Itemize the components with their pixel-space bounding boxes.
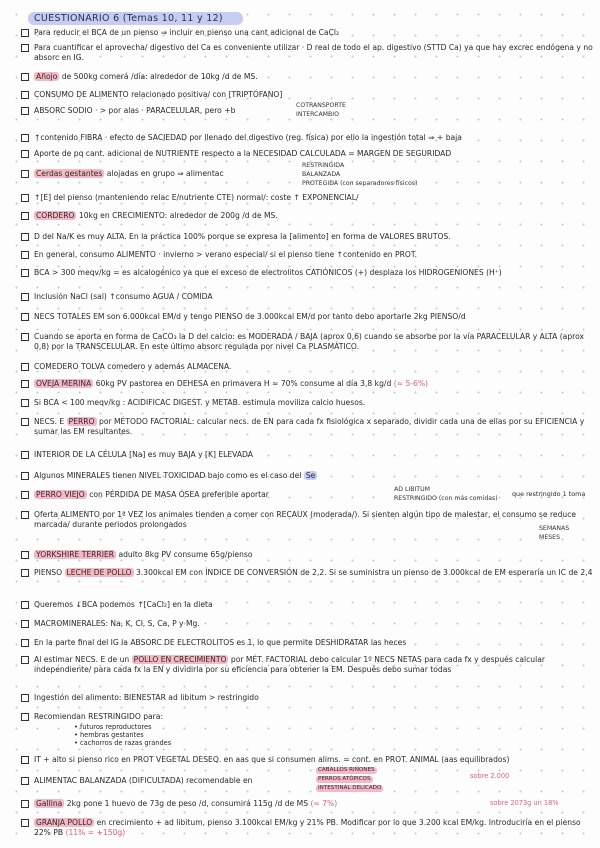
checkbox[interactable] — [21, 800, 29, 808]
list-item: Aporte de pq cant. adicional de NUTRIENTE respecto a la NECESIDAD CALCULADA = MARGEN DE SEGURIDAD — [34, 149, 594, 159]
list-item: GRANJA POLLO en crecimiento + ad libitum, pienso 3.100kcal EM/kg y 21% PB. Modificar por lo que 3.200 kcal EM/kg. Introduciría en el pienso 22% PB (11% = +150g) — [34, 818, 594, 837]
list-item: Para cuantificar el aprovecha/ digestivo del Ca es conveniente utilizar · D real de todo el ap. digestivo (STTD Ca) ya que hay excrec endógena y no absorc en IG. — [34, 43, 594, 62]
checkbox[interactable] — [21, 233, 29, 241]
list-item: NECS TOTALES EM son 6.000kcal EM/d y tengo PIENSO de 3.000kcal EM/d por tanto debo aportarle 2kg PIENSO/d — [34, 312, 594, 322]
checkbox[interactable] — [21, 251, 29, 259]
checkbox[interactable] — [21, 313, 29, 321]
list-item: ↑contenido FIBRA · efecto de SACIEDAD por llenado del digestivo (reg. física) por ello la ingestión total ⇒ + baja — [34, 133, 594, 143]
checkbox[interactable] — [21, 601, 29, 609]
checkbox[interactable] — [21, 656, 29, 664]
list-item: COMEDERO TOLVA comedero y además ALMACENA. — [34, 362, 594, 372]
checkbox[interactable] — [21, 212, 29, 220]
checkbox[interactable] — [21, 269, 29, 277]
checkbox[interactable] — [21, 73, 29, 81]
list-item: PIENSO LECHE DE POLLO 3.300kcal EM con ÍNDICE DE CONVERSIÓN de 2,2. Si se suministra un pienso de 3.000kcal de EM esperaría un IC de 2,4 — [34, 568, 594, 578]
list-item: En la parte final del IG la ABSORC DE ELECTROLITOS es 1, lo que permite DESHIDRATAR las heces — [34, 638, 594, 648]
checkbox[interactable] — [21, 620, 29, 628]
checkbox[interactable] — [21, 472, 29, 480]
checkbox[interactable] — [21, 150, 29, 158]
checkbox[interactable] — [21, 551, 29, 559]
list-item: D del Na/K es muy ALTA. En la práctica 100% porque se expresa la [alimento] en forma de VALORES BRUTOS. — [34, 232, 594, 242]
list-item: CORDERO 10kg en CRECIMIENTO: alrededor de 200g /d de MS. — [34, 211, 594, 221]
checkbox[interactable] — [21, 91, 29, 99]
list-item: Si BCA < 100 meqv/kg : ACIDIFICAC DIGEST. y METAB. estimula moviliza calcio huesos. — [34, 398, 594, 408]
checkbox[interactable] — [21, 569, 29, 577]
checkbox[interactable] — [21, 399, 29, 407]
list-item: Ingestión del alimento: BIENESTAR ad libitum > restringido — [34, 693, 594, 703]
checkbox[interactable] — [21, 756, 29, 764]
tag: PERROS ATÓPICOS — [318, 776, 371, 782]
checkbox[interactable] — [21, 694, 29, 702]
checkbox[interactable] — [21, 713, 29, 721]
checkbox[interactable] — [21, 293, 29, 301]
list-item: Oferta ALIMENTO por 1ª VEZ los animales tienden a comer con RECAUX (moderada/). Si sienten algún tipo de malestar, el consumo se reduce marcada/ durante periodos prolongados SEMANAS MESES — [34, 510, 594, 529]
list-item: IT + alto si pienso rico en PROT VEGETAL DESEQ. en aas que si consumen alims. = cont. en PROT. ANIMAL (aas equilibrados) — [34, 755, 594, 765]
checkbox[interactable] — [21, 29, 29, 37]
list-item: PERRO VIEJO con PÉRDIDA DE MASA ÓSEA preferible aportar AD LIBITUM RESTRINGIDO (con más comidas) que restringido 1 toma — [34, 490, 594, 500]
list-item: Inclusión NaCl (sal) ↑consumo AGUA / COMIDA — [34, 292, 594, 302]
checkbox[interactable] — [21, 451, 29, 459]
list-item: ABSORC SODIO · > por alas · PARACELULAR, pero +b COTRANSPORTE INTERCAMBIO — [34, 106, 594, 116]
checkbox[interactable] — [21, 418, 29, 426]
list-item: Añojo de 500kg comerá /día: alrededor de 10kg /d de MS. — [34, 72, 594, 82]
list-item: En general, consumo ALIMENTO · invierno > verano especial/ si el pienso tiene ↑contenido en PROT. — [34, 250, 594, 260]
list-subitem: • futuros reproductores — [74, 723, 152, 731]
list-item: Algunos MINERALES tienen NIVEL TOXICIDAD bajo como es el caso del Se — [34, 471, 594, 481]
checkbox[interactable] — [21, 639, 29, 647]
list-item: Cerdas gestantes alojadas en grupo ⇒ alimentac RESTRINGIDA BALANZADA PROTEGIDA (con separadores físicos) — [34, 169, 594, 179]
list-item: Gallina 2kg pone 1 huevo de 73g de peso /d, consumirá 115g /d de MS (≈ 7%) sobre 2073g un 18% — [34, 799, 594, 809]
list-item: Al estimar NECS. E de un POLLO EN CRECIMIENTO por MÉT. FACTORIAL debo calcular 1º NECS NETAS para cada fx y después calcular independiente/ para cada fx la EN y dividirla por su eficiencia para obtener la EM. Después debo sumar todas — [34, 655, 594, 674]
list-item: ALIMENTAC BALANZADA (DIFICULTADA) recomendable en CABALLOS RIÑONES PERROS ATÓPICOS INTESTINAL DELICADO sobre 2.000 — [34, 776, 594, 786]
list-item: YORKSHIRE TERRIER adulto 8kg PV consume 65g/pienso — [34, 550, 594, 560]
tag: INTESTINAL DELICADO — [318, 785, 382, 791]
list-item: Cuando se aporta en forma de CaCO₃ la D del calcio: es MODERADA / BAJA (aprox 0,6) cuando se absorbe por la vía PARACELULAR y ALTA (aprox 0,8) por la TRANSCELULAR. En este último absorc regulada por nivel Ca PLASMÁTICO. — [34, 332, 594, 351]
list-subitem: • cachorros de razas grandes — [74, 739, 172, 747]
list-item: Queremos ↓BCA podemos ↑[CaCl₂] en la dieta — [34, 600, 594, 610]
checkbox[interactable] — [21, 380, 29, 388]
list-item: OVEJA MERINA 60kg PV pastorea en DEHESA en primavera H ≈ 70% consume al día 3,8 kg/d (≈ 5-6%) — [34, 379, 594, 389]
list-item: Recomiendan RESTRINGIDO para: • futuros reproductores • hembras gestantes • cachorros de razas grandes — [34, 712, 594, 722]
checkbox[interactable] — [21, 777, 29, 785]
checkbox[interactable] — [21, 491, 29, 499]
list-subitem: • hembras gestantes — [74, 731, 144, 739]
list-item: MACROMINERALES: Na, K, Cl, S, Ca, P y Mg. — [34, 619, 594, 629]
list-item: Para reducir el BCA de un pienso ⇒ incluir en pienso una cant adicional de CaCl₂ — [34, 28, 594, 38]
checkbox[interactable] — [21, 194, 29, 202]
checkbox[interactable] — [21, 44, 29, 52]
tag: CABALLOS RIÑONES — [318, 767, 375, 773]
checkbox[interactable] — [21, 170, 29, 178]
list-item: NECS. E PERRO por MÉTODO FACTORIAL: calcular necs. de EN para cada fx fisiológica x separado, dividir cada una de ellas por su EFICIENCIA y sumar las EM resultantes. — [34, 417, 594, 436]
checkbox[interactable] — [21, 363, 29, 371]
checkbox[interactable] — [21, 511, 29, 519]
checkbox[interactable] — [21, 134, 29, 142]
list-item: BCA > 300 meqv/kg = es alcalogénico ya que el exceso de electrolitos CATIÓNICOS (+) desplaza los HIDROGENIONES (H⁺) — [34, 268, 594, 278]
header — [28, 6, 243, 25]
checkbox[interactable] — [21, 333, 29, 341]
checkbox[interactable] — [21, 819, 29, 827]
list-item: CONSUMO DE ALIMENTO relacionado positiva/ con [TRIPTÓFANO] — [34, 90, 594, 100]
page-title: CUESTIONARIO 6 (Temas 10, 11 y 12) — [28, 12, 243, 25]
checkbox[interactable] — [21, 107, 29, 115]
list-item: ↑[E] del pienso (manteniendo relac E/nutriente CTE) normal/: coste ↑ EXPONENCIAL/ — [34, 193, 594, 203]
list-item: INTERIOR DE LA CÉLULA [Na] es muy BAJA y [K] ELEVADA — [34, 450, 594, 460]
